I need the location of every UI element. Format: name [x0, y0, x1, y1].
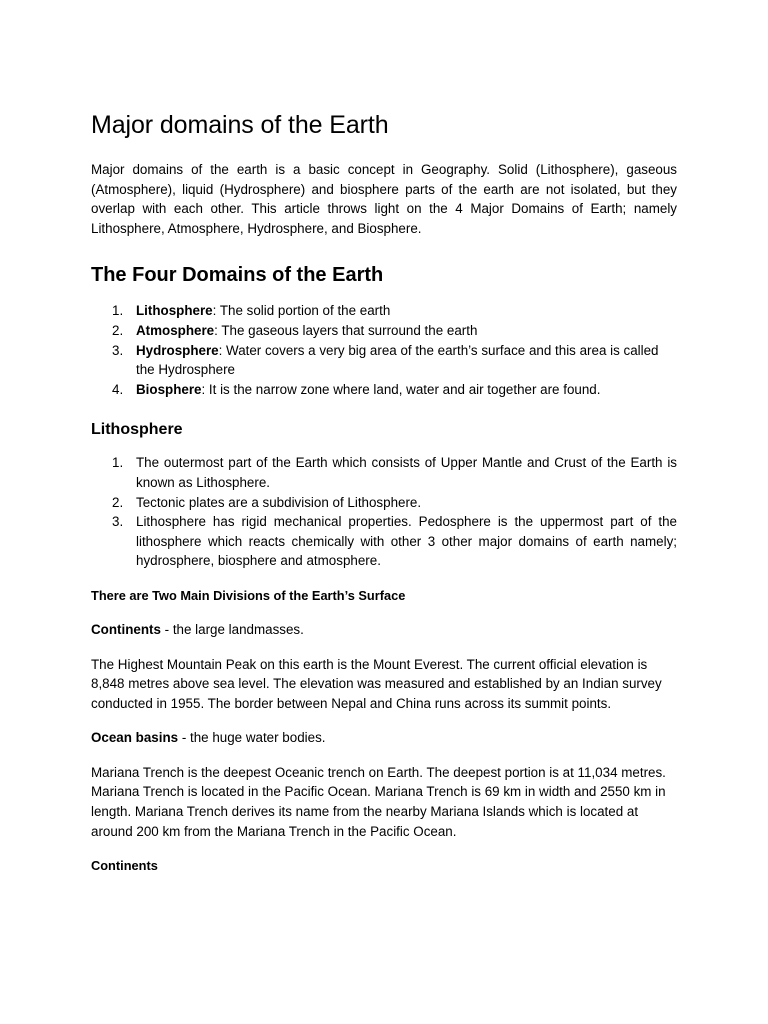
list-number: 3. — [112, 342, 124, 358]
list-item-text: Tectonic plates are a subdivision of Lithosphere. — [136, 494, 422, 510]
list-item — [91, 512, 677, 571]
domain-term: Hydrosphere — [136, 342, 219, 358]
list-item — [91, 380, 677, 400]
domain-description: : It is the narrow zone where land, water and air together are found. — [201, 381, 601, 397]
list-number: 1. — [112, 455, 124, 471]
document-title: Major domains of the Earth — [91, 111, 389, 139]
list-number: 3. — [112, 514, 124, 530]
everest-paragraph: The Highest Mountain Peak on this earth is the Mount Everest. The current official elevation is 8,848 metres above sea level. The elevation was measured and established by an Indian survey conducted in 1955. The border between Nepal and China runs across its summit points. — [91, 656, 662, 711]
section-heading-lithosphere: Lithosphere — [91, 421, 183, 439]
intro-paragraph: Major domains of the earth is a basic concept in Geography. Solid (Lithosphere), gaseous (Atmosphere), liquid (Hydrosphere) and biosphere parts of the earth are not isolated, but they overlap with each other. This article throws light on the 4 Major Domains of Earth; namely Lithosphere, Atmosphere, Hydrosphere, and Biosphere. — [91, 162, 677, 236]
continents-description: - the large landmasses. — [160, 621, 304, 637]
list-item — [91, 493, 677, 513]
domain-term: Biosphere — [136, 381, 202, 397]
document-page — [91, 108, 677, 875]
list-number: 4. — [112, 381, 124, 397]
list-number: 1. — [112, 303, 124, 319]
domain-description: : The gaseous layers that surround the earth — [214, 322, 478, 338]
continents-heading: Continents — [91, 858, 158, 874]
domain-term: Atmosphere — [136, 322, 215, 338]
list-number: 2. — [112, 494, 124, 510]
continents-term: Continents — [91, 621, 161, 637]
list-item — [91, 321, 677, 341]
continents-definition — [91, 620, 677, 640]
divisions-heading: There are Two Main Divisions of the Earth’s Surface — [91, 587, 406, 603]
list-item-text: The outermost part of the Earth which consists of Upper Mantle and Crust of the Earth is known as Lithosphere. — [136, 455, 677, 490]
list-number: 2. — [112, 322, 124, 338]
list-item — [91, 341, 677, 380]
list-item-text: Lithosphere has rigid mechanical properties. Pedosphere is the uppermost part of the lithosphere which reacts chemically with other 3 other major domains of earth namely; hydrosphere, biosphere and atmosphere. — [136, 514, 677, 569]
mariana-paragraph: Mariana Trench is the deepest Oceanic trench on Earth. The deepest portion is at 11,034 metres. Mariana Trench is located in the Pacific Ocean. Mariana Trench is 69 km in width and 2550 km in length. Mariana Trench derives its name from the nearby Mariana Islands which is located at around 200 km from the Mariana Trench in the Pacific Ocean. — [91, 764, 666, 839]
four-domains-list — [91, 301, 677, 399]
domain-term: Lithosphere — [136, 303, 213, 319]
domain-description: : Water covers a very big area of the earth’s surface and this area is called the Hydrosphere — [136, 342, 659, 378]
ocean-basins-term: Ocean basins — [91, 730, 179, 746]
ocean-basins-definition — [91, 728, 677, 748]
ocean-basins-description: - the huge water bodies. — [178, 730, 326, 746]
lithosphere-list — [91, 453, 677, 571]
list-item — [91, 453, 677, 492]
section-heading-four-domains: The Four Domains of the Earth — [91, 264, 384, 287]
domain-description: : The solid portion of the earth — [212, 303, 391, 319]
list-item — [91, 301, 677, 321]
